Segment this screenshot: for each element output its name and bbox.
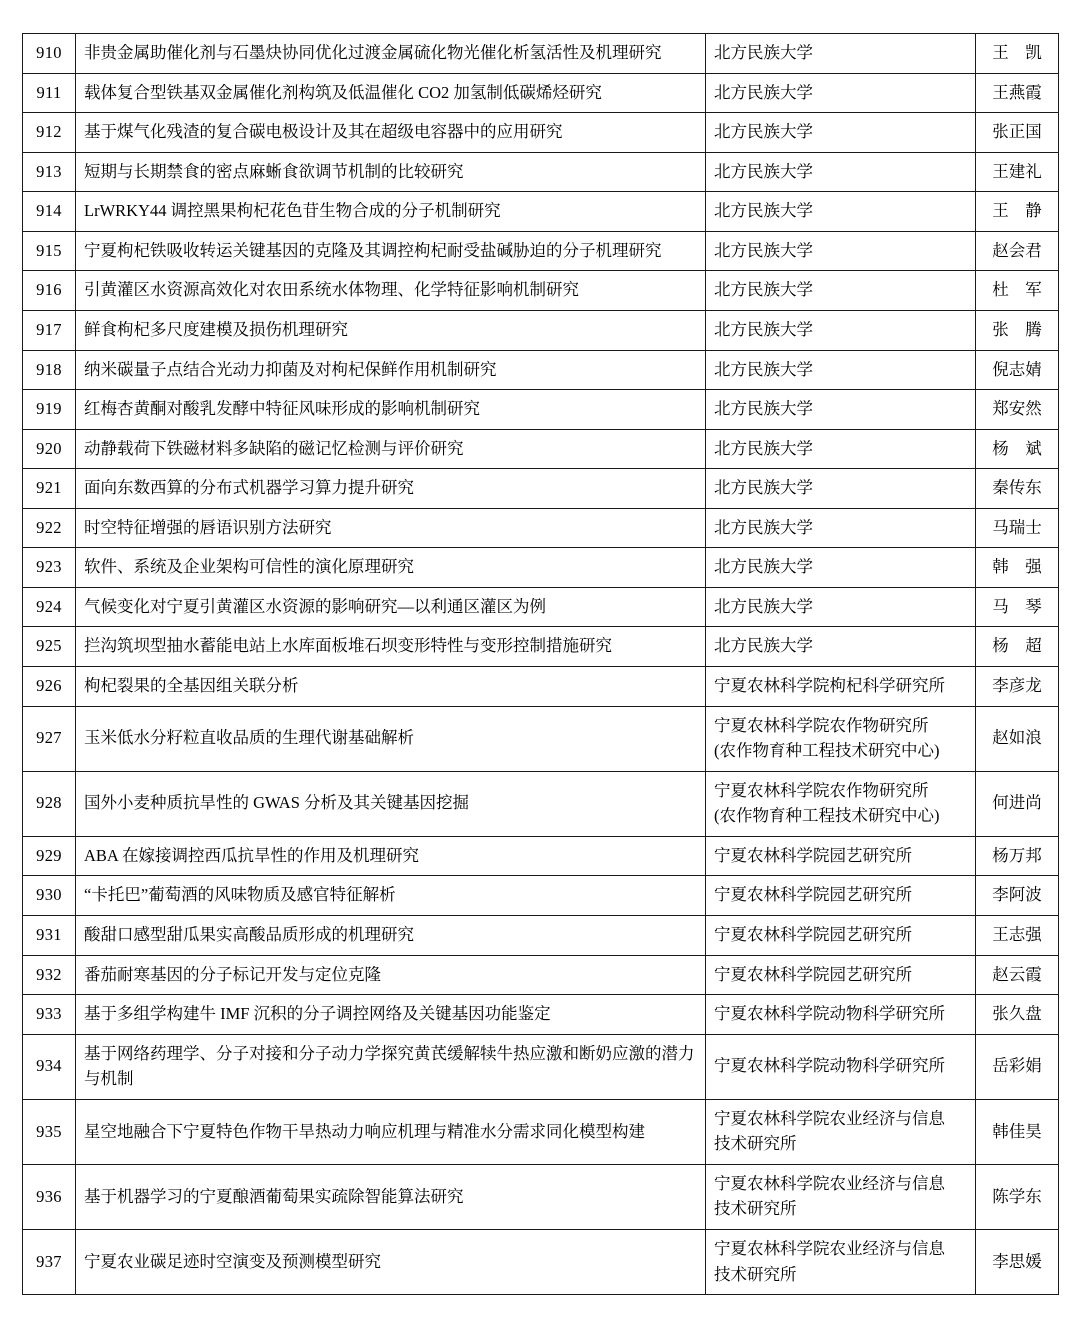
cell-project-title: 基于机器学习的宁夏酿酒葡萄果实疏除智能算法研究 [76, 1164, 706, 1229]
organization-line: 技术研究所 [714, 1134, 797, 1154]
cell-organization [706, 955, 976, 995]
cell-serial-number: 920 [23, 429, 76, 469]
cell-principal-investigator: 张久盘 [976, 995, 1059, 1035]
organization-line: 北方民族大学 [714, 43, 813, 62]
table-row [23, 113, 1059, 153]
cell-principal-investigator: 杨万邦 [976, 836, 1059, 876]
organization-line: 北方民族大学 [714, 280, 813, 300]
table-row [23, 771, 1059, 836]
project-table-wrapper [22, 33, 1058, 1295]
table-row [23, 34, 1059, 74]
table-row [23, 1164, 1059, 1229]
cell-principal-investigator: 赵如浪 [976, 706, 1059, 771]
cell-principal-investigator: 何进尚 [976, 771, 1059, 836]
table-row [23, 1099, 1059, 1164]
cell-project-title: 鲜食枸杞多尺度建模及损伤机理研究 [76, 310, 706, 350]
table-row [23, 915, 1059, 955]
cell-principal-investigator: 陈学东 [976, 1164, 1059, 1229]
organization-line: 宁夏农林科学院动物科学研究所 [714, 1056, 945, 1076]
cell-project-title: 酸甜口感型甜瓜果实高酸品质形成的机理研究 [76, 915, 706, 955]
cell-serial-number: 935 [23, 1099, 76, 1164]
cell-project-title: 短期与长期禁食的密点麻蜥食欲调节机制的比较研究 [76, 152, 706, 192]
cell-project-title: 拦沟筑坝型抽水蓄能电站上水库面板堆石坝变形特性与变形控制措施研究 [76, 627, 706, 667]
cell-principal-investigator: 岳彩娟 [976, 1034, 1059, 1099]
cell-organization [706, 113, 976, 153]
cell-serial-number: 934 [23, 1034, 76, 1099]
cell-serial-number: 910 [23, 34, 76, 74]
cell-principal-investigator: 王燕霞 [976, 73, 1059, 113]
project-table [22, 33, 1059, 1295]
table-row [23, 587, 1059, 627]
cell-serial-number: 911 [23, 73, 76, 113]
organization-line: 北方民族大学 [714, 557, 813, 577]
cell-project-title: 宁夏农业碳足迹时空演变及预测模型研究 [76, 1230, 706, 1295]
table-row [23, 390, 1059, 430]
organization-line: 北方民族大学 [714, 122, 813, 142]
organization-line: 宁夏农林科学院农作物研究所 [714, 780, 929, 800]
cell-project-title: 时空特征增强的唇语识别方法研究 [76, 508, 706, 548]
organization-line: 北方民族大学 [714, 517, 813, 537]
cell-organization [706, 627, 976, 667]
table-row [23, 836, 1059, 876]
cell-project-title: 国外小麦种质抗旱性的 GWAS 分析及其关键基因挖掘 [76, 771, 706, 836]
cell-serial-number: 918 [23, 350, 76, 390]
cell-principal-investigator: 赵会君 [976, 231, 1059, 271]
cell-project-title: LrWRKY44 调控黑果枸杞花色苷生物合成的分子机制研究 [76, 192, 706, 232]
organization-line: 北方民族大学 [714, 596, 813, 616]
cell-project-title: ABA 在嫁接调控西瓜抗旱性的作用及机理研究 [76, 836, 706, 876]
cell-serial-number: 919 [23, 390, 76, 430]
table-row [23, 192, 1059, 232]
cell-organization [706, 1164, 976, 1229]
cell-project-title: “卡托巴”葡萄酒的风味物质及感官特征解析 [76, 876, 706, 916]
cell-principal-investigator: 王志强 [976, 915, 1059, 955]
cell-project-title: 软件、系统及企业架构可信性的演化原理研究 [76, 548, 706, 588]
table-row [23, 548, 1059, 588]
cell-serial-number: 923 [23, 548, 76, 588]
organization-line: 北方民族大学 [714, 82, 813, 102]
cell-serial-number: 925 [23, 627, 76, 667]
organization-line: (农作物育种工程技术研究中心) [714, 806, 940, 826]
table-row [23, 152, 1059, 192]
table-row [23, 231, 1059, 271]
cell-serial-number: 922 [23, 508, 76, 548]
table-row [23, 1034, 1059, 1099]
cell-principal-investigator: 张正国 [976, 113, 1059, 153]
organization-line: 北方民族大学 [714, 399, 813, 419]
cell-organization [706, 350, 976, 390]
organization-line: 北方民族大学 [714, 478, 813, 498]
cell-principal-investigator: 杨 超 [976, 627, 1059, 667]
cell-project-title: 动静载荷下铁磁材料多缺陷的磁记忆检测与评价研究 [76, 429, 706, 469]
cell-organization [706, 995, 976, 1035]
cell-serial-number: 932 [23, 955, 76, 995]
cell-organization [706, 508, 976, 548]
organization-line: (农作物育种工程技术研究中心) [714, 741, 940, 761]
organization-line: 技术研究所 [714, 1199, 797, 1219]
cell-principal-investigator: 杜 军 [976, 271, 1059, 311]
cell-principal-investigator: 马 琴 [976, 587, 1059, 627]
cell-organization [706, 1034, 976, 1099]
organization-line: 宁夏农林科学院动物科学研究所 [714, 1004, 945, 1024]
organization-line: 北方民族大学 [714, 359, 813, 379]
cell-serial-number: 931 [23, 915, 76, 955]
cell-organization [706, 706, 976, 771]
cell-principal-investigator: 秦传东 [976, 469, 1059, 509]
cell-organization [706, 667, 976, 707]
organization-line: 北方民族大学 [714, 201, 813, 221]
cell-project-title: 非贵金属助催化剂与石墨炔协同优化过渡金属硫化物光催化析氢活性及机理研究 [76, 34, 706, 74]
cell-principal-investigator: 李彦龙 [976, 667, 1059, 707]
organization-line: 宁夏农林科学院园艺研究所 [714, 845, 912, 865]
table-row [23, 995, 1059, 1035]
cell-serial-number: 924 [23, 587, 76, 627]
cell-project-title: 基于多组学构建牛 IMF 沉积的分子调控网络及关键基因功能鉴定 [76, 995, 706, 1035]
cell-project-title: 宁夏枸杞铁吸收转运关键基因的克隆及其调控枸杞耐受盐碱胁迫的分子机理研究 [76, 231, 706, 271]
cell-principal-investigator: 王 凯 [976, 34, 1059, 74]
table-row [23, 310, 1059, 350]
organization-line: 宁夏农林科学院园艺研究所 [714, 924, 912, 944]
table-row [23, 627, 1059, 667]
cell-serial-number: 928 [23, 771, 76, 836]
cell-principal-investigator: 李阿波 [976, 876, 1059, 916]
project-table-body [23, 34, 1059, 1295]
cell-serial-number: 917 [23, 310, 76, 350]
cell-organization [706, 429, 976, 469]
cell-serial-number: 912 [23, 113, 76, 153]
cell-project-title: 红梅杏黄酮对酸乳发酵中特征风味形成的影响机制研究 [76, 390, 706, 430]
cell-principal-investigator: 李思媛 [976, 1230, 1059, 1295]
cell-principal-investigator: 王建礼 [976, 152, 1059, 192]
cell-project-title: 基于煤气化残渣的复合碳电极设计及其在超级电容器中的应用研究 [76, 113, 706, 153]
cell-project-title: 星空地融合下宁夏特色作物干旱热动力响应机理与精准水分需求同化模型构建 [76, 1099, 706, 1164]
cell-principal-investigator: 杨 斌 [976, 429, 1059, 469]
table-row [23, 1230, 1059, 1295]
cell-organization [706, 836, 976, 876]
cell-serial-number: 916 [23, 271, 76, 311]
table-row [23, 955, 1059, 995]
cell-organization [706, 587, 976, 627]
table-row [23, 271, 1059, 311]
cell-organization [706, 1230, 976, 1295]
cell-serial-number: 930 [23, 876, 76, 916]
cell-serial-number: 914 [23, 192, 76, 232]
organization-line: 北方民族大学 [714, 319, 813, 339]
table-row [23, 508, 1059, 548]
cell-serial-number: 929 [23, 836, 76, 876]
table-row [23, 667, 1059, 707]
cell-organization [706, 1099, 976, 1164]
cell-serial-number: 915 [23, 231, 76, 271]
cell-organization [706, 231, 976, 271]
table-row [23, 350, 1059, 390]
cell-organization [706, 548, 976, 588]
organization-line: 技术研究所 [714, 1264, 797, 1284]
organization-line: 宁夏农林科学院园艺研究所 [714, 885, 912, 905]
cell-organization [706, 152, 976, 192]
cell-serial-number: 913 [23, 152, 76, 192]
organization-line: 宁夏农林科学院农作物研究所 [714, 715, 929, 735]
cell-organization [706, 390, 976, 430]
cell-project-title: 番茄耐寒基因的分子标记开发与定位克隆 [76, 955, 706, 995]
table-row [23, 73, 1059, 113]
organization-line: 宁夏农林科学院农业经济与信息 [714, 1173, 945, 1193]
organization-line: 北方民族大学 [714, 438, 813, 458]
table-row [23, 706, 1059, 771]
table-row [23, 429, 1059, 469]
cell-serial-number: 937 [23, 1230, 76, 1295]
cell-principal-investigator: 马瑞士 [976, 508, 1059, 548]
organization-line: 宁夏农林科学院园艺研究所 [714, 964, 912, 984]
cell-principal-investigator: 倪志婧 [976, 350, 1059, 390]
cell-organization [706, 771, 976, 836]
cell-serial-number: 927 [23, 706, 76, 771]
organization-line: 北方民族大学 [714, 161, 813, 181]
organization-line: 宁夏农林科学院农业经济与信息 [714, 1108, 945, 1128]
table-row [23, 876, 1059, 916]
cell-project-title: 载体复合型铁基双金属催化剂构筑及低温催化 CO2 加氢制低碳烯烃研究 [76, 73, 706, 113]
cell-organization [706, 469, 976, 509]
cell-organization [706, 73, 976, 113]
cell-organization [706, 271, 976, 311]
cell-organization [706, 876, 976, 916]
cell-project-title: 玉米低水分籽粒直收品质的生理代谢基础解析 [76, 706, 706, 771]
organization-line: 北方民族大学 [714, 240, 813, 260]
cell-principal-investigator: 王 静 [976, 192, 1059, 232]
cell-project-title: 引黄灌区水资源高效化对农田系统水体物理、化学特征影响机制研究 [76, 271, 706, 311]
cell-project-title: 枸杞裂果的全基因组关联分析 [76, 667, 706, 707]
cell-principal-investigator: 韩 强 [976, 548, 1059, 588]
cell-serial-number: 926 [23, 667, 76, 707]
cell-project-title: 纳米碳量子点结合光动力抑菌及对枸杞保鲜作用机制研究 [76, 350, 706, 390]
cell-organization [706, 192, 976, 232]
cell-project-title: 气候变化对宁夏引黄灌区水资源的影响研究—以利通区灌区为例 [76, 587, 706, 627]
cell-organization [706, 34, 976, 74]
cell-principal-investigator: 赵云霞 [976, 955, 1059, 995]
cell-organization [706, 310, 976, 350]
cell-serial-number: 936 [23, 1164, 76, 1229]
cell-principal-investigator: 韩佳昊 [976, 1099, 1059, 1164]
cell-principal-investigator: 张 腾 [976, 310, 1059, 350]
table-row [23, 469, 1059, 509]
organization-line: 北方民族大学 [714, 636, 813, 656]
cell-serial-number: 921 [23, 469, 76, 509]
cell-project-title: 基于网络药理学、分子对接和分子动力学探究黄芪缓解犊牛热应激和断奶应激的潜力与机制 [76, 1034, 706, 1099]
cell-organization [706, 915, 976, 955]
organization-line: 宁夏农林科学院枸杞科学研究所 [714, 676, 945, 695]
cell-principal-investigator: 郑安然 [976, 390, 1059, 430]
cell-project-title: 面向东数西算的分布式机器学习算力提升研究 [76, 469, 706, 509]
organization-line: 宁夏农林科学院农业经济与信息 [714, 1239, 945, 1258]
cell-serial-number: 933 [23, 995, 76, 1035]
